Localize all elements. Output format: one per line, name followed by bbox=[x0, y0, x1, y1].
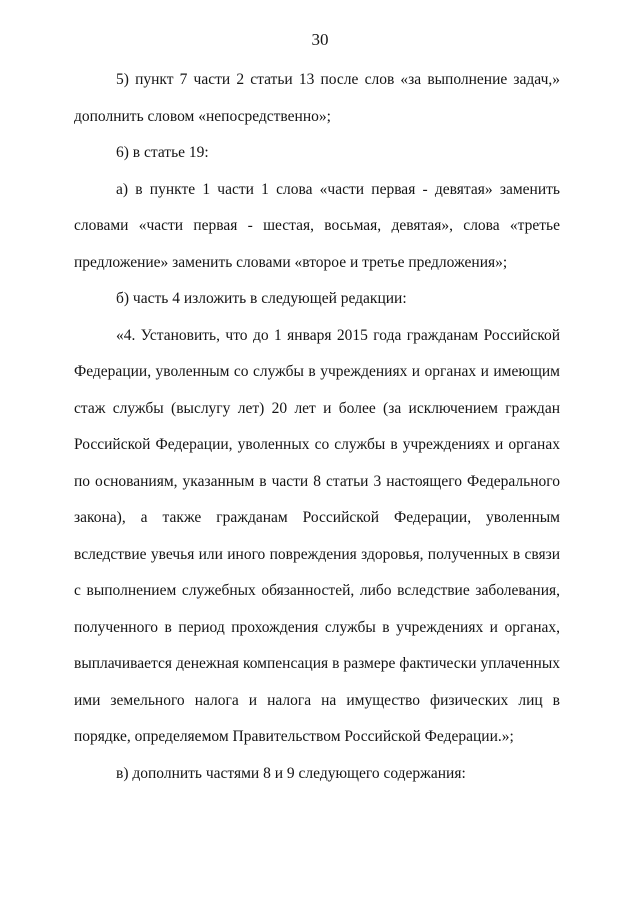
paragraph-subitem-b: б) часть 4 изложить в следующей редакции: bbox=[116, 290, 407, 307]
paragraph-subitem-a: а) в пункте 1 части 1 слова «части первая - девятая» заменить словами «части первая - шестая, восьмая, девятая», слова «третье предложение» заменить словами «второе и третье предложения»; bbox=[74, 180, 560, 271]
paragraph-subitem-v: в) дополнить частями 8 и 9 следующего содержания: bbox=[116, 764, 466, 782]
paragraph-article-19: 6) в статье 19: bbox=[116, 144, 209, 161]
paragraph-item-5: 5) пункт 7 части 2 статьи 13 после слов «за выполнение задач,» дополнить словом «непосредственно»; bbox=[74, 71, 560, 125]
page-number: 30 bbox=[311, 30, 329, 49]
document-body bbox=[74, 62, 560, 792]
paragraph-part-4-text: «4. Установить, что до 1 января 2015 года гражданам Российской Федерации, уволенным со службы в учреждениях и органах и имеющим стаж службы (выслугу лет) 20 лет и более (за исключением граждан Российской Федерации, уволенных со службы в учреждениях и органах по основаниям, указанным в части 8 статьи 3 настоящего Федерального закона), а также гражданам Российской Федерации, уволенным вследствие увечья или иного повреждения здоровья, полученных в связи с выполнением служебных обязанностей, либо вследствие заболевания, полученного в период прохождения службы в учреждениях и органах, выплачивается денежная компенсация в размере фактически уплаченных ими земельного налога и налога на имущество физических лиц в порядке, определяемом Правительством Российской Федерации.»; bbox=[74, 326, 560, 745]
